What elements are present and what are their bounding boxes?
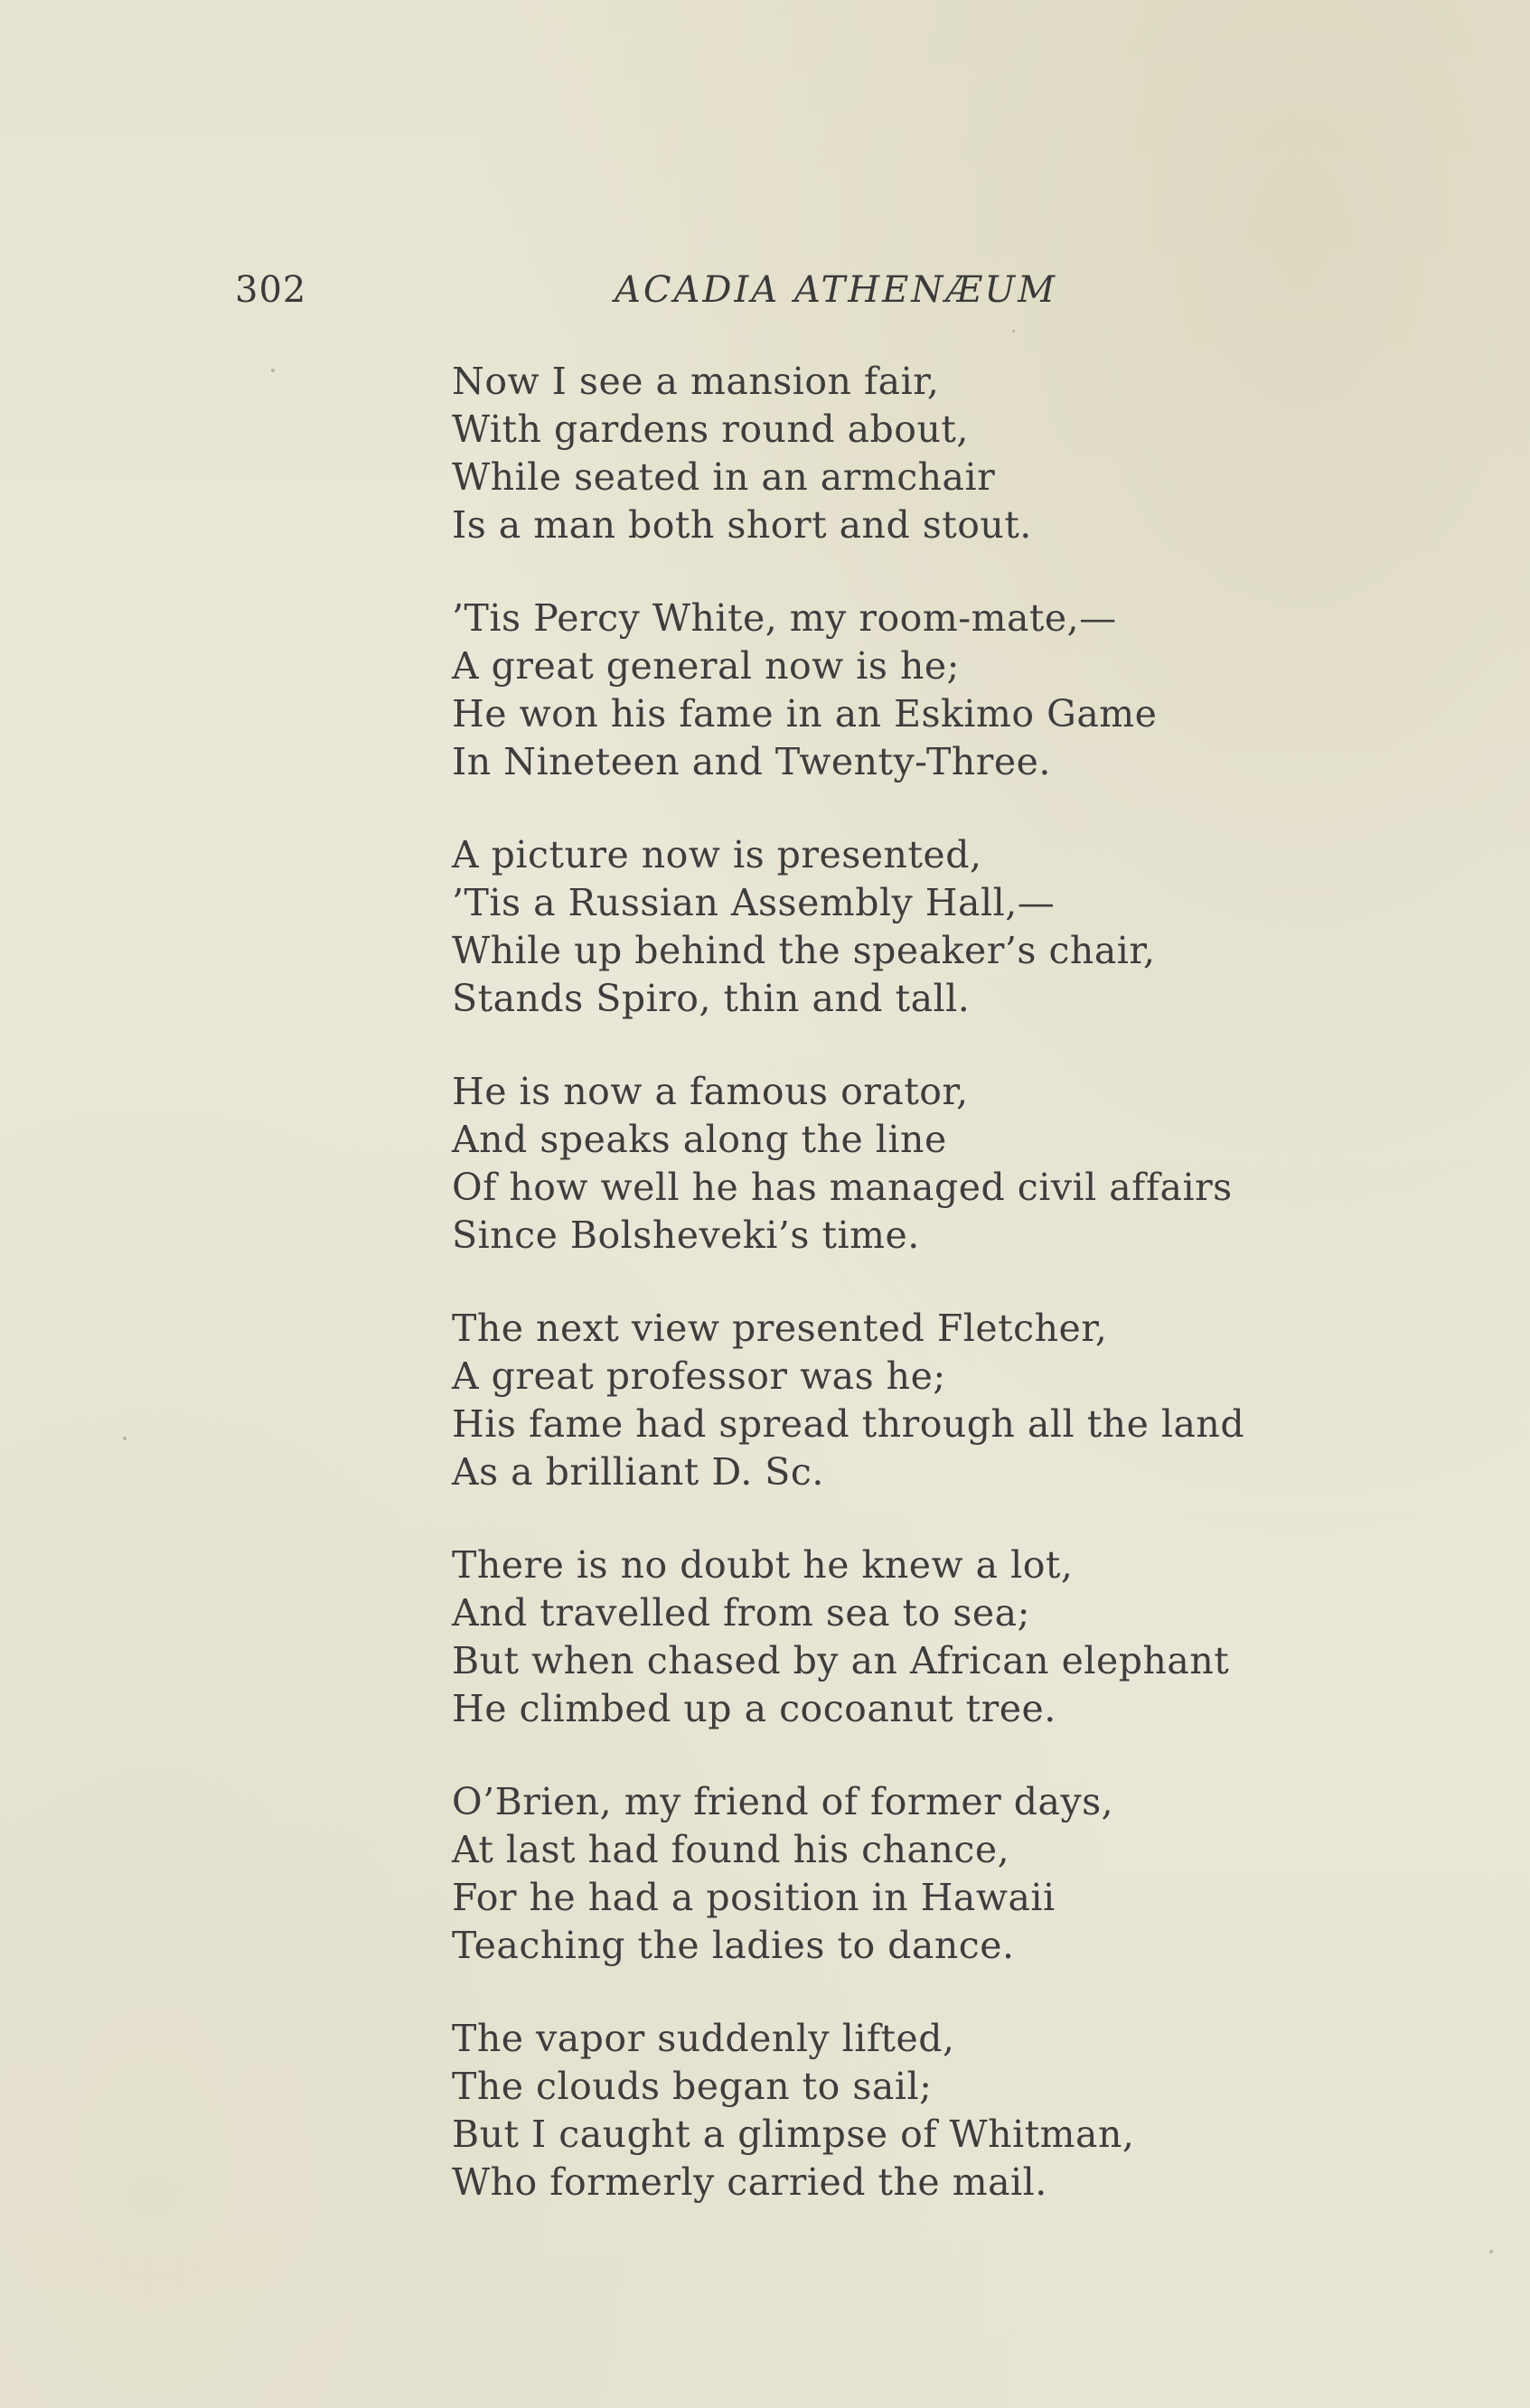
poem-line: He won his fame in an Eskimo Game (452, 692, 1158, 736)
poem-line: O’Brien, my friend of former days, (452, 1780, 1114, 1823)
poem-line: The clouds began to sail; (452, 2065, 933, 2108)
poem-line: ’Tis Percy White, my room-mate,— (452, 596, 1117, 640)
stanza (452, 1068, 1401, 1260)
paper-speck (123, 1437, 127, 1440)
poem-line: As a brilliant D. Sc. (452, 1450, 824, 1494)
poem-line: The next view presented Fletcher, (452, 1307, 1108, 1350)
poem-line: But when chased by an African elephant (452, 1639, 1230, 1682)
poem-line: There is no doubt he knew a lot, (452, 1543, 1074, 1587)
poem-line: Is a man both short and stout. (452, 503, 1032, 547)
paper-speck (1489, 2250, 1493, 2253)
stanza (452, 1305, 1401, 1496)
poem-line: He climbed up a cocoanut tree. (452, 1687, 1056, 1730)
poem-line: ’Tis a Russian Assembly Hall,— (452, 881, 1056, 924)
poem-line: A great professor was he; (452, 1354, 946, 1398)
poem-line: Since Bolsheveki’s time. (452, 1213, 920, 1257)
poem-line: Stands Spiro, thin and tall. (452, 977, 971, 1020)
stanza (452, 595, 1401, 786)
page-header (235, 269, 1139, 323)
running-head: ACADIA ATHENÆUM (615, 269, 1058, 311)
poem-line: He is now a famous orator, (452, 1070, 969, 1113)
stanza (452, 1541, 1401, 1733)
stanza (452, 358, 1401, 549)
poem-line: A picture now is presented, (452, 833, 982, 876)
poem-line: With gardens round about, (452, 408, 969, 451)
stanza (452, 1778, 1401, 1970)
page-number: 302 (235, 269, 307, 311)
poem-line: Of how well he has managed civil affairs (452, 1166, 1233, 1209)
poem-line: While up behind the speaker’s chair, (452, 929, 1156, 972)
poem-line: Now I see a mansion fair, (452, 360, 940, 403)
poem-line: Teaching the ladies to dance. (452, 1924, 1015, 1967)
poem-line: Who formerly carried the mail. (452, 2160, 1047, 2204)
poem-line: For he had a position in Hawaii (452, 1876, 1056, 1919)
poem-line: While seated in an armchair (452, 455, 996, 499)
poem-line: At last had found his chance, (452, 1828, 1010, 1871)
poem (452, 358, 1401, 2252)
poem-line: But I caught a glimpse of Whitman, (452, 2113, 1135, 2156)
poem-line: And speaks along the line (452, 1118, 947, 1161)
poem-line: A great general now is he; (452, 644, 960, 688)
poem-line: The vapor suddenly lifted, (452, 2017, 955, 2060)
poem-line: And travelled from sea to sea; (452, 1591, 1030, 1635)
paper-speck (1012, 330, 1015, 333)
poem-line: In Nineteen and Twenty-Three. (452, 740, 1051, 783)
stanza (452, 2015, 1401, 2207)
paper-speck (271, 369, 275, 372)
poem-line: His fame had spread through all the land (452, 1402, 1245, 1446)
stanza (452, 831, 1401, 1023)
